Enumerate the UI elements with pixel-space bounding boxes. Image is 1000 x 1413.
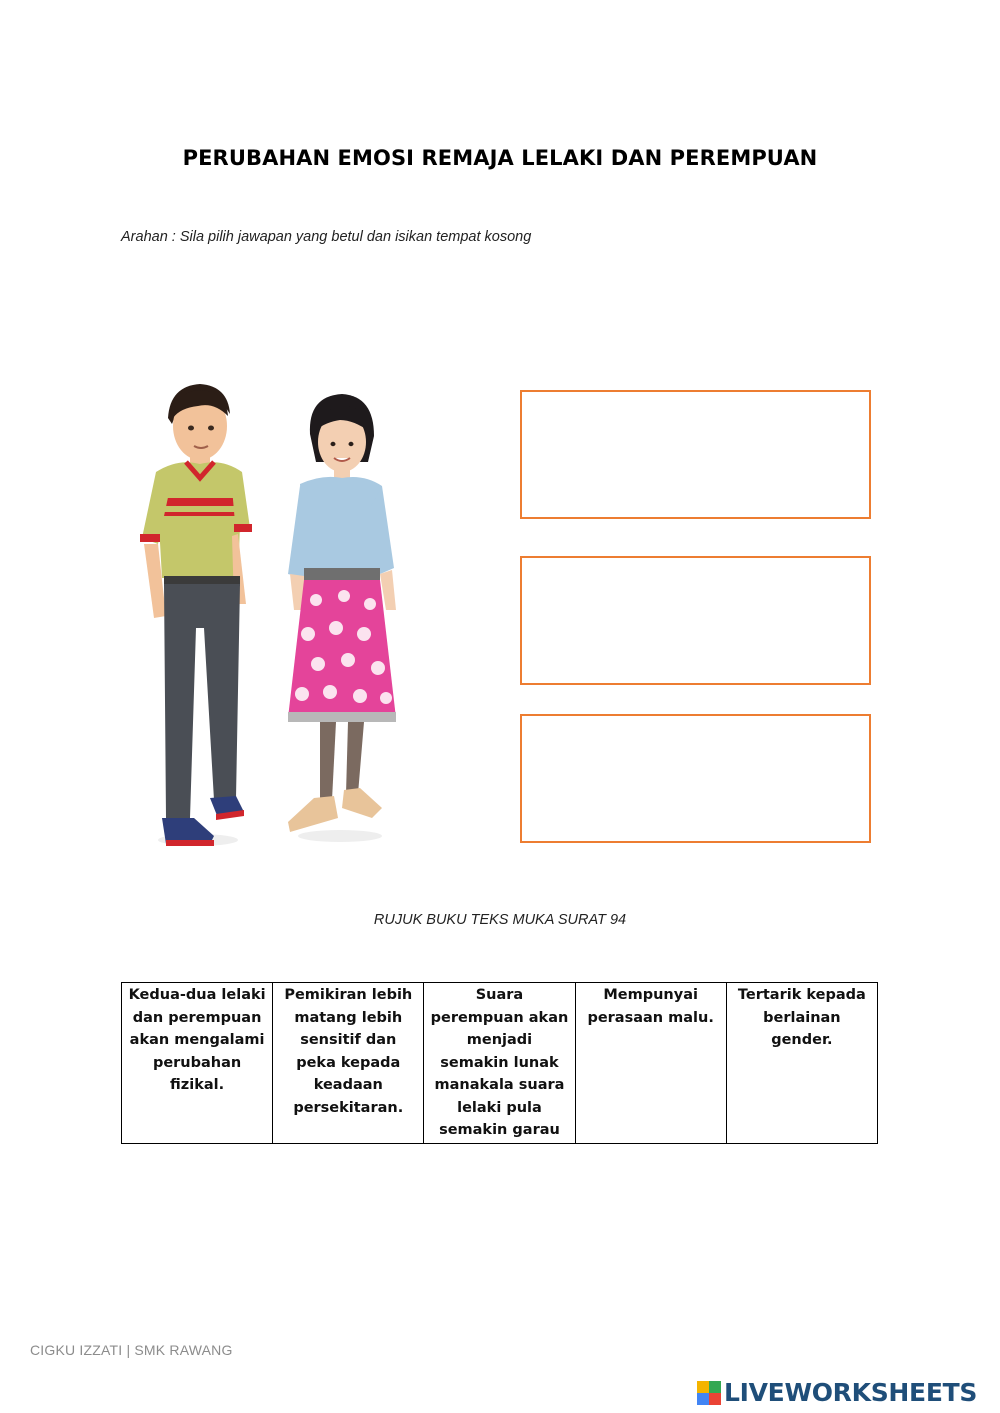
answer-input-2[interactable] bbox=[522, 558, 869, 683]
answer-input-1[interactable] bbox=[522, 392, 869, 517]
brand-name: LIVEWORKSHEETS bbox=[724, 1378, 978, 1407]
option-cell-1: Kedua-dua lelaki dan perempuan akan mengalami perubahan fizikal. bbox=[122, 983, 273, 1144]
answer-input-3[interactable] bbox=[522, 716, 869, 841]
teen-boy-girl-illustration bbox=[118, 378, 414, 862]
option-cell-4: Mempunyai perasaan malu. bbox=[575, 983, 726, 1144]
answer-box-2[interactable] bbox=[520, 556, 871, 685]
answer-options-table bbox=[121, 982, 878, 1144]
girl-illustration bbox=[288, 394, 396, 842]
options-row bbox=[122, 983, 878, 1144]
option-cell-2: Pemikiran lebih matang lebih sensitif dan peka kepada keadaan persekitaran. bbox=[273, 983, 424, 1144]
instruction-text: Arahan : Sila pilih jawapan yang betul dan isikan tempat kosong bbox=[121, 229, 532, 245]
option-cell-3: Suara perempuan akan menjadi semakin lunak manakala suara lelaki pula semakin garau bbox=[424, 983, 575, 1144]
answer-box-1[interactable] bbox=[520, 390, 871, 519]
footer-credit: CIGKU IZZATI | SMK RAWANG bbox=[30, 1342, 233, 1358]
option-cell-5: Tertarik kepada berlainan gender. bbox=[726, 983, 877, 1144]
page-title: PERUBAHAN EMOSI REMAJA LELAKI DAN PEREMPUAN bbox=[182, 146, 818, 170]
answer-box-3[interactable] bbox=[520, 714, 871, 843]
textbook-reference: RUJUK BUKU TEKS MUKA SURAT 94 bbox=[373, 912, 627, 928]
boy-illustration bbox=[140, 384, 252, 846]
liveworksheets-logo-icon bbox=[697, 1381, 721, 1405]
liveworksheets-brand bbox=[697, 1378, 977, 1407]
